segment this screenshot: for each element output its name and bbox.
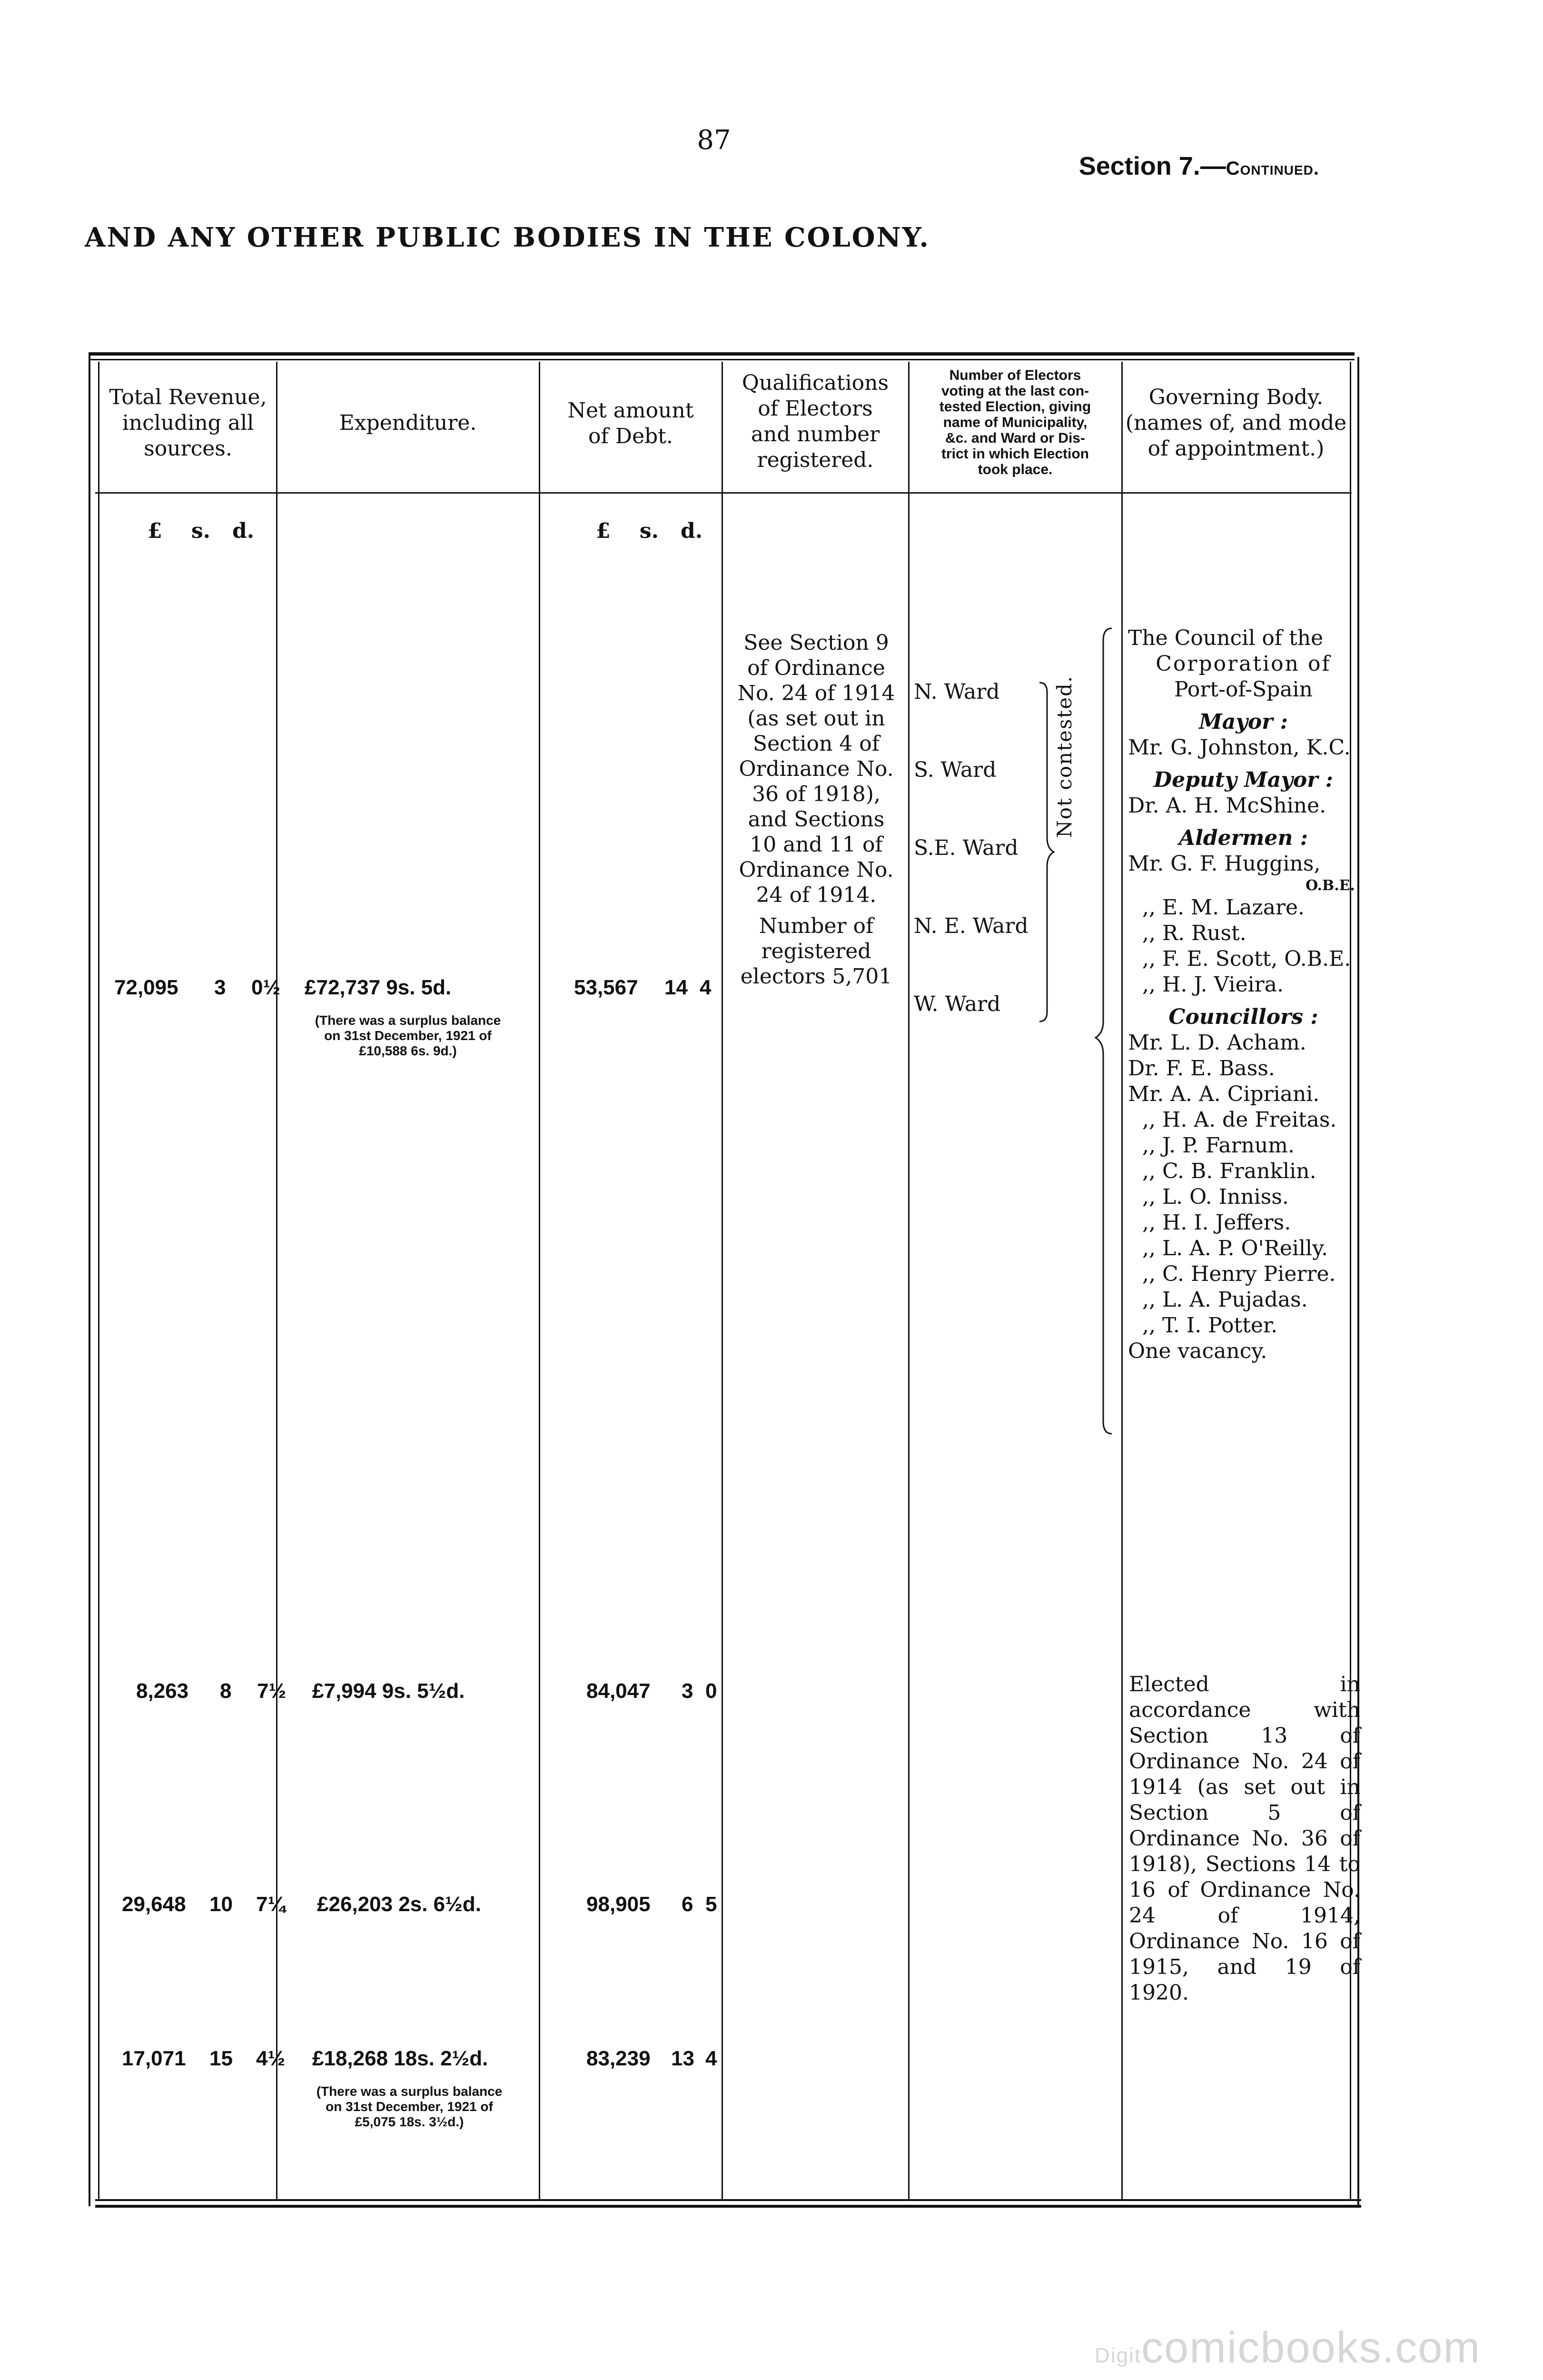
col-divider-1	[276, 362, 277, 2199]
revenue-pounds: 8,263	[136, 1679, 189, 1703]
not-contested-label: Not contested.	[1053, 675, 1076, 838]
revenue-shillings: 8	[220, 1679, 232, 1703]
revenue-pence: 7¼	[256, 1893, 286, 1916]
header-expenditure: Expenditure.	[339, 411, 477, 435]
top-rule-inner	[89, 359, 1355, 360]
expenditure-value: £7,994 9s. 5½d.	[312, 1679, 465, 1703]
list-item: N. E. Ward	[914, 914, 1029, 938]
debt-pence: 4	[700, 976, 712, 999]
section-header-continued: Continued.	[1226, 158, 1319, 179]
revenue-pounds: 29,648	[122, 1893, 186, 1916]
col-divider-4	[908, 362, 910, 2199]
debt-pence: 0	[705, 1679, 717, 1703]
section-header-main: Section 7.—	[1078, 152, 1226, 180]
debt-shillings: 13	[671, 2047, 694, 2070]
revenue-pence: 7½	[257, 1679, 287, 1703]
debt-pence: 5	[705, 1893, 717, 1916]
governing-body-elected: Elected in accordance with Section 13 of Ordinance No. 24 of 1914 (as set out in Section 5 of Ordinance No. 36 of 1918), Sections 14 to 16 of Ordinance No. 24 of 1914, Ordinance No. 16 of 1915, and 19 of 1920.	[1129, 1672, 1360, 2005]
col-divider-3	[722, 362, 723, 2199]
governing-body-council: The Council of the Corporation of Port-of-Spain Mayor : Mr. G. Johnston, K.C. Deputy Mayor : Dr. A. H. McShine. Aldermen : Mr. G. F. Huggins, O.B.E. ,, E. M. Lazare. ,, R. Rust. ,, F. E. Scott, O.B.E. ,, H. J. Vieira. Councillors : Mr. L. D. Acham. Dr. F. E. Bass. Mr. A. A. Cipriani. ,, H. A. de Freitas. ,, J. P. Farnum. ,, C. B. Franklin. ,, L. O. Inniss. ,, H. I. Jeffers. ,, L. A. P. O'Reilly. ,, C. Henry Pierre. ,, L. A. Pujadas. ,, T. I. Potter. One vacancy.	[1128, 626, 1355, 1363]
surplus-note: (There was a surplus balance on 31st December, 1921 of £5,075 18s. 3½d.)	[316, 2084, 503, 2129]
revenue-shillings: 15	[209, 2047, 233, 2070]
header-governing-body: Governing Body. (names of, and mode of appointment.)	[1125, 385, 1347, 461]
header-rule	[95, 492, 1352, 494]
debt-pounds: 53,567	[574, 976, 638, 999]
page-title: AND ANY OTHER PUBLIC BODIES IN THE COLONY.	[85, 222, 930, 253]
col-divider-5	[1121, 362, 1123, 2199]
debt-pounds: 98,905	[586, 1893, 651, 1916]
surplus-note: (There was a surplus balance on 31st December, 1921 of £10,588 6s. 9d.)	[315, 1013, 501, 1058]
col-divider-2	[539, 362, 540, 2199]
debt-pounds: 83,239	[586, 2047, 651, 2070]
revenue-pence: 0½	[251, 976, 281, 999]
expenditure-value: £26,203 2s. 6½d.	[317, 1893, 481, 1916]
revenue-pence: 4½	[256, 2047, 286, 2070]
council-brace-icon	[1093, 626, 1117, 1436]
revenue-pounds: 17,071	[122, 2047, 186, 2070]
section-header	[1079, 151, 1319, 181]
header-revenue: Total Revenue, including all sources.	[109, 385, 267, 461]
qualifications-text: See Section 9 of Ordinance No. 24 of 1914 (as set out in Section 4 of Ordinance No. 36 of 1918), and Sections 10 and 11 of Ordinance No. 24 of 1914. Number of registered electors 5,701	[737, 631, 895, 989]
left-border-outer	[89, 352, 90, 2206]
revenue-pounds: 72,095	[114, 976, 178, 999]
page-number: 87	[697, 125, 731, 156]
list-item: S. Ward	[914, 758, 997, 782]
list-item: S.E. Ward	[914, 836, 1019, 860]
header-electors: Number of Electors voting at the last con- tested Election, giving name of Municipality, &c. and Ward or Dis- trict in which Election took place.	[939, 367, 1091, 477]
revenue-shillings: 3	[214, 976, 226, 999]
list-item: N. Ward	[914, 680, 1000, 704]
debt-shillings: 14	[664, 976, 688, 999]
debt-units: £ s. d.	[596, 519, 703, 543]
top-rule-outer	[89, 352, 1355, 356]
list-item: W. Ward	[914, 992, 1001, 1016]
bottom-rule-outer	[95, 2199, 1361, 2201]
left-border-inner	[98, 362, 99, 2199]
debt-shillings: 6	[682, 1893, 693, 1916]
expenditure-value: £72,737 9s. 5d.	[305, 976, 452, 999]
watermark: Digitcomicbooks.com	[1095, 2323, 1481, 2372]
debt-pounds: 84,047	[586, 1679, 651, 1703]
header-debt: Net amount of Debt.	[567, 398, 694, 448]
header-qualifications: Qualifications of Electors and number registered.	[742, 371, 889, 472]
revenue-units: £ s. d.	[148, 519, 255, 543]
debt-pence: 4	[705, 2047, 717, 2070]
revenue-shillings: 10	[209, 1893, 233, 1916]
expenditure-value: £18,268 18s. 2½d.	[312, 2047, 488, 2070]
bottom-rule-inner	[95, 2205, 1361, 2208]
debt-shillings: 3	[682, 1679, 693, 1703]
